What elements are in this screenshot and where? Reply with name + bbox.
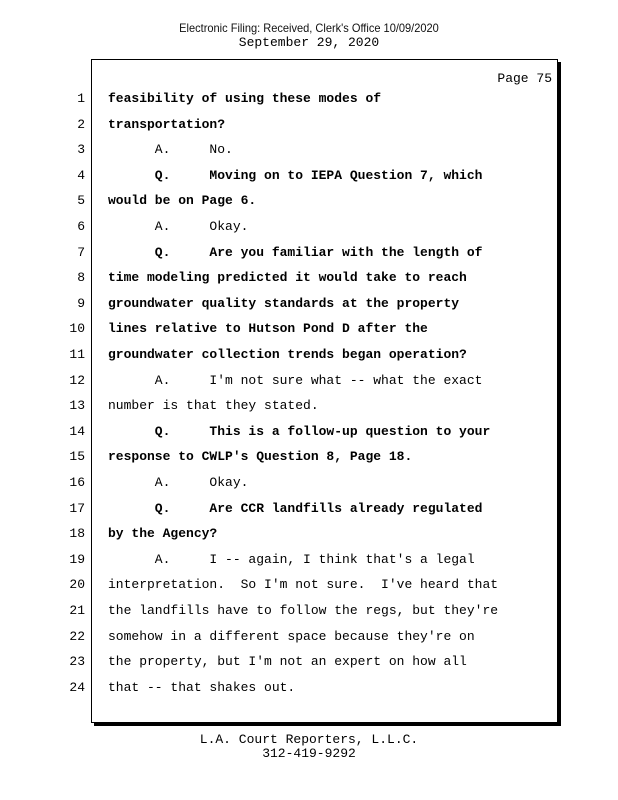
line-text: lines relative to Hutson Pond D after the <box>108 321 428 337</box>
line-text: Q. Are CCR landfills already regulated <box>108 500 483 516</box>
line-number: 13 <box>69 398 85 414</box>
line-number: 21 <box>69 603 85 618</box>
line-text: A. Okay. <box>108 475 249 490</box>
line-number: 12 <box>69 372 85 388</box>
line-text: the landfills have to follow the regs, but they're <box>108 603 499 618</box>
transcript-line <box>77 91 557 116</box>
line-number: 14 <box>69 423 85 439</box>
transcript-line <box>69 628 557 654</box>
transcript-line <box>69 551 557 577</box>
line-number: 17 <box>69 500 85 516</box>
transcript-line <box>69 500 557 526</box>
line-text: Q. Moving on to IEPA Question 7, which <box>108 167 483 183</box>
court-reporter-footer <box>0 733 618 761</box>
line-number: 18 <box>69 526 85 542</box>
line-number: 22 <box>69 628 85 644</box>
transcript-line <box>77 193 557 218</box>
page-number: Page 75 <box>497 71 552 86</box>
transcript-line <box>69 577 557 602</box>
line-number: 1 <box>77 91 85 106</box>
line-number: 24 <box>69 679 85 695</box>
line-number: 10 <box>69 321 85 337</box>
transcript-line <box>77 116 557 142</box>
line-text: time modeling predicted it would take to reach <box>108 270 467 286</box>
line-number: 16 <box>69 475 85 490</box>
transcript-line <box>77 295 557 321</box>
transcript-line <box>77 142 557 167</box>
line-number: 6 <box>77 219 85 234</box>
transcript-line <box>69 449 557 474</box>
line-number: 4 <box>77 167 85 183</box>
reporter-name: L.A. Court Reporters, L.L.C. <box>199 732 419 747</box>
line-text: A. I'm not sure what -- what the exact <box>108 372 483 388</box>
line-text: transportation? <box>108 116 226 132</box>
line-text: response to CWLP's Question 8, Page 18. <box>108 449 413 465</box>
transcript-line <box>69 398 557 423</box>
transcript-line <box>69 654 557 679</box>
line-number: 11 <box>69 347 85 362</box>
transcript-line <box>69 321 557 346</box>
line-text: groundwater collection trends began operation? <box>108 347 467 362</box>
transcript-line <box>69 423 557 449</box>
line-number: 5 <box>77 193 85 209</box>
transcript-line <box>69 679 557 705</box>
line-text: Q. Are you familiar with the length of <box>108 244 483 260</box>
transcript-line <box>69 526 557 551</box>
line-text: by the Agency? <box>108 526 218 542</box>
line-text: would be on Page 6. <box>108 193 257 209</box>
transcript-page <box>69 59 558 723</box>
transcript-line <box>69 347 557 372</box>
line-text: interpretation. So I'm not sure. I've heard that <box>108 577 499 593</box>
transcript-line <box>77 167 557 193</box>
line-number: 20 <box>69 577 85 593</box>
line-text: number is that they stated. <box>108 398 319 414</box>
line-number: 3 <box>77 142 85 158</box>
line-number: 2 <box>77 116 85 132</box>
line-text: A. No. <box>108 142 233 158</box>
reporter-phone: 312-419-9292 <box>262 746 356 761</box>
filing-stamp: Electronic Filing: Received, Clerk's Office 10/09/2020 <box>179 21 439 35</box>
transcript-line <box>69 603 557 628</box>
line-number: 9 <box>77 295 85 311</box>
line-text: feasibility of using these modes of <box>108 91 382 106</box>
transcript-line <box>77 244 557 270</box>
line-number: 23 <box>69 654 85 670</box>
line-text: A. Okay. <box>108 219 249 234</box>
line-text: A. I -- again, I think that's a legal <box>108 551 475 567</box>
line-number: 7 <box>77 244 85 260</box>
transcript-line <box>69 372 557 398</box>
line-number: 19 <box>69 551 85 567</box>
transcript-line <box>77 270 557 295</box>
line-text: that -- that shakes out. <box>108 679 296 695</box>
line-text: the property, but I'm not an expert on how all <box>108 654 467 670</box>
transcript-line <box>77 219 557 244</box>
line-text: Q. This is a follow-up question to your <box>108 423 491 439</box>
line-number: 15 <box>69 449 85 465</box>
transcript-line <box>69 475 557 500</box>
line-number: 8 <box>77 270 85 286</box>
line-text: somehow in a different space because they're on <box>108 628 475 644</box>
transcript-date: September 29, 2020 <box>238 35 380 50</box>
line-text: groundwater quality standards at the property <box>108 295 460 311</box>
